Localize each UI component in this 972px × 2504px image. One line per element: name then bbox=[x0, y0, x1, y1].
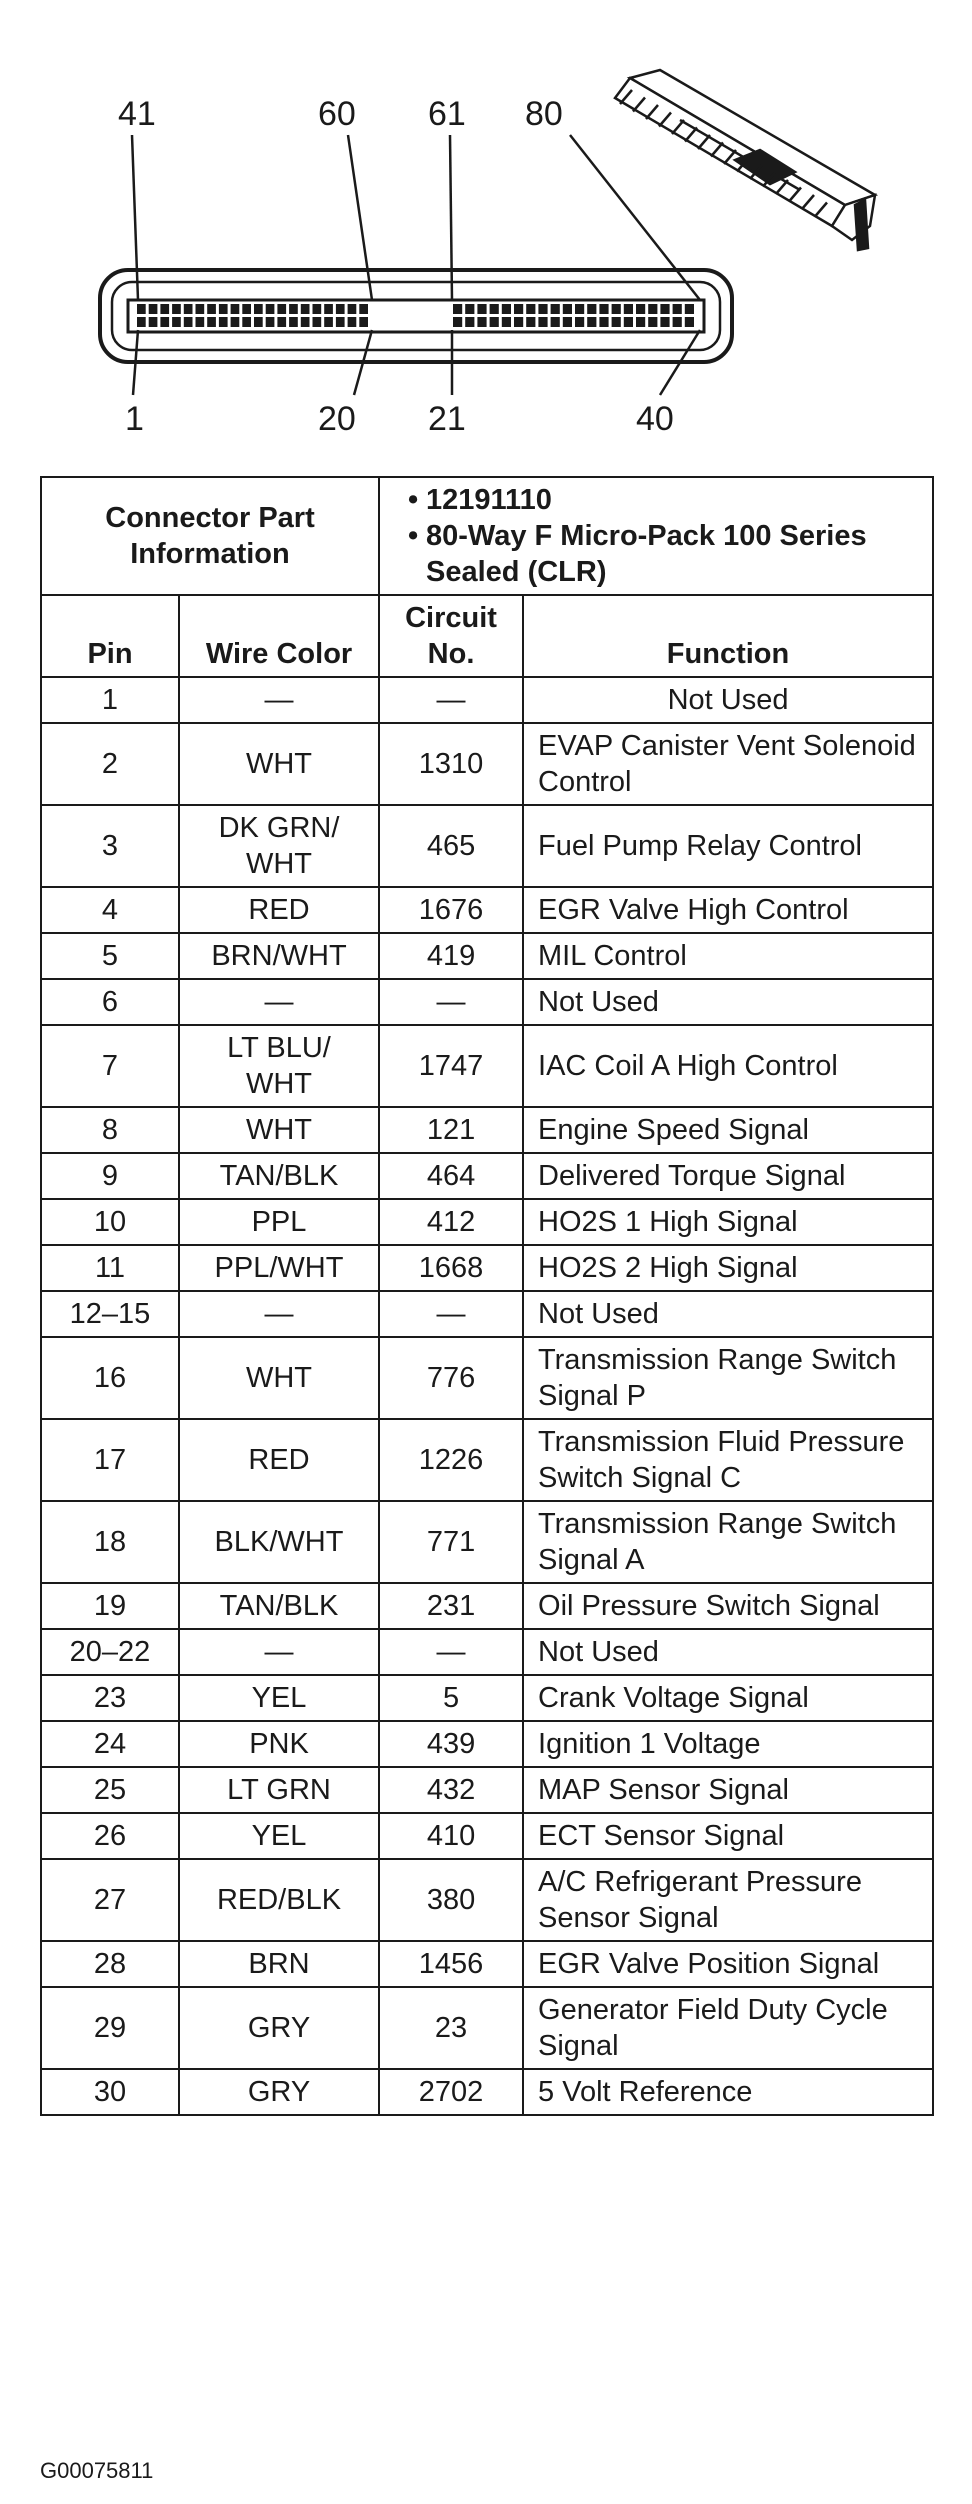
pin-label-60: 60 bbox=[318, 95, 356, 133]
pin-cell: 16 bbox=[41, 1337, 179, 1419]
pin-cell: 4 bbox=[41, 887, 179, 933]
wire-color-cell: DK GRN/ WHT bbox=[179, 805, 379, 887]
table-row bbox=[41, 1813, 933, 1859]
wire-color-cell: RED bbox=[179, 1419, 379, 1501]
function-cell: Not Used bbox=[523, 979, 933, 1025]
function-cell: Not Used bbox=[523, 1629, 933, 1675]
function-cell: HO2S 1 High Signal bbox=[523, 1199, 933, 1245]
circuit-no-cell: 1668 bbox=[379, 1245, 523, 1291]
wire-color-cell: PNK bbox=[179, 1721, 379, 1767]
circuit-no-cell: — bbox=[379, 1629, 523, 1675]
wire-color-column-header: Wire Color bbox=[179, 595, 379, 677]
pin-cell: 25 bbox=[41, 1767, 179, 1813]
table-row bbox=[41, 1199, 933, 1245]
function-cell: Delivered Torque Signal bbox=[523, 1153, 933, 1199]
table-row bbox=[41, 805, 933, 887]
table-row bbox=[41, 1987, 933, 2069]
circuit-no-cell: 410 bbox=[379, 1813, 523, 1859]
circuit-no-cell: 2702 bbox=[379, 2069, 523, 2115]
circuit-no-cell: 412 bbox=[379, 1199, 523, 1245]
pin-cell: 28 bbox=[41, 1941, 179, 1987]
table-row bbox=[41, 1291, 933, 1337]
wire-color-cell: — bbox=[179, 1629, 379, 1675]
table-row bbox=[41, 1025, 933, 1107]
wire-color-cell: LT GRN bbox=[179, 1767, 379, 1813]
pin-cell: 1 bbox=[41, 677, 179, 723]
pin-cell: 20–22 bbox=[41, 1629, 179, 1675]
function-cell: IAC Coil A High Control bbox=[523, 1025, 933, 1107]
function-cell: EGR Valve Position Signal bbox=[523, 1941, 933, 1987]
circuit-no-cell: 1676 bbox=[379, 887, 523, 933]
table-row bbox=[41, 1767, 933, 1813]
function-cell: Transmission Fluid Pressure Switch Signal C bbox=[523, 1419, 933, 1501]
circuit-no-cell: 231 bbox=[379, 1583, 523, 1629]
wire-color-cell: TAN/BLK bbox=[179, 1153, 379, 1199]
table-row bbox=[41, 1629, 933, 1675]
table-row bbox=[41, 1245, 933, 1291]
wire-color-cell: LT BLU/ WHT bbox=[179, 1025, 379, 1107]
circuit-no-cell: 439 bbox=[379, 1721, 523, 1767]
connector-part-info bbox=[379, 477, 933, 595]
pin-cell: 3 bbox=[41, 805, 179, 887]
function-cell: Ignition 1 Voltage bbox=[523, 1721, 933, 1767]
function-column-header: Function bbox=[523, 595, 933, 677]
connector-part-info-label: Connector Part Information bbox=[41, 477, 379, 595]
function-cell: Generator Field Duty Cycle Signal bbox=[523, 1987, 933, 2069]
table-row bbox=[41, 1501, 933, 1583]
wire-color-cell: PPL bbox=[179, 1199, 379, 1245]
circuit-no-cell: 121 bbox=[379, 1107, 523, 1153]
function-cell: Transmission Range Switch Signal P bbox=[523, 1337, 933, 1419]
circuit-no-cell: 771 bbox=[379, 1501, 523, 1583]
pin-cell: 27 bbox=[41, 1859, 179, 1941]
table-row bbox=[41, 1859, 933, 1941]
wire-color-cell: TAN/BLK bbox=[179, 1583, 379, 1629]
circuit-no-cell: — bbox=[379, 677, 523, 723]
pin-cell: 8 bbox=[41, 1107, 179, 1153]
table-row bbox=[41, 1107, 933, 1153]
pin-cell: 6 bbox=[41, 979, 179, 1025]
table-row bbox=[41, 677, 933, 723]
connector-diagram bbox=[0, 0, 972, 450]
wire-color-cell: — bbox=[179, 1291, 379, 1337]
table-row bbox=[41, 1941, 933, 1987]
connector-3d-sketch bbox=[615, 70, 875, 250]
circuit-no-cell: 432 bbox=[379, 1767, 523, 1813]
pin-cell: 29 bbox=[41, 1987, 179, 2069]
wire-color-cell: YEL bbox=[179, 1813, 379, 1859]
pin-cell: 10 bbox=[41, 1199, 179, 1245]
connector-info-row bbox=[41, 477, 933, 595]
connector-description: • 80-Way F Micro-Pack 100 Series Sealed (CLR) bbox=[426, 518, 918, 590]
pin-cell: 30 bbox=[41, 2069, 179, 2115]
pin-assignment-table bbox=[40, 476, 934, 2116]
function-cell: 5 Volt Reference bbox=[523, 2069, 933, 2115]
function-cell: MIL Control bbox=[523, 933, 933, 979]
circuit-no-cell: 1226 bbox=[379, 1419, 523, 1501]
table-row bbox=[41, 933, 933, 979]
pin-label-80: 80 bbox=[525, 95, 563, 133]
function-cell: MAP Sensor Signal bbox=[523, 1767, 933, 1813]
pin-cell: 26 bbox=[41, 1813, 179, 1859]
pin-cell: 11 bbox=[41, 1245, 179, 1291]
wire-color-cell: YEL bbox=[179, 1675, 379, 1721]
circuit-no-cell: 419 bbox=[379, 933, 523, 979]
function-cell: ECT Sensor Signal bbox=[523, 1813, 933, 1859]
wire-color-cell: BRN/WHT bbox=[179, 933, 379, 979]
pin-label-41: 41 bbox=[118, 95, 156, 133]
column-header-row bbox=[41, 595, 933, 677]
wire-color-cell: GRY bbox=[179, 2069, 379, 2115]
pin-label-40: 40 bbox=[636, 400, 674, 438]
wire-color-cell: BRN bbox=[179, 1941, 379, 1987]
table-row bbox=[41, 1337, 933, 1419]
wire-color-cell: — bbox=[179, 677, 379, 723]
function-cell: A/C Refrigerant Pressure Sensor Signal bbox=[523, 1859, 933, 1941]
pin-cell: 19 bbox=[41, 1583, 179, 1629]
circuit-no-cell: 1456 bbox=[379, 1941, 523, 1987]
wire-color-cell: WHT bbox=[179, 1107, 379, 1153]
figure-id: G00075811 bbox=[40, 2458, 154, 2483]
wire-color-cell: RED bbox=[179, 887, 379, 933]
pin-cell: 2 bbox=[41, 723, 179, 805]
table-row bbox=[41, 1419, 933, 1501]
wire-color-cell: PPL/WHT bbox=[179, 1245, 379, 1291]
pin-cell: 24 bbox=[41, 1721, 179, 1767]
circuit-no-cell: 776 bbox=[379, 1337, 523, 1419]
table-row bbox=[41, 887, 933, 933]
connector-body bbox=[100, 270, 732, 362]
pin-cell: 17 bbox=[41, 1419, 179, 1501]
pin-cell: 9 bbox=[41, 1153, 179, 1199]
table-row bbox=[41, 1153, 933, 1199]
circuit-no-cell: 23 bbox=[379, 1987, 523, 2069]
pin-label-20: 20 bbox=[318, 400, 356, 438]
pin-cell: 7 bbox=[41, 1025, 179, 1107]
pin-cell: 18 bbox=[41, 1501, 179, 1583]
part-number: • 12191110 bbox=[426, 482, 918, 518]
function-cell: EVAP Canister Vent Solenoid Control bbox=[523, 723, 933, 805]
pin-column-header: Pin bbox=[41, 595, 179, 677]
wire-color-cell: RED/BLK bbox=[179, 1859, 379, 1941]
circuit-no-cell: 5 bbox=[379, 1675, 523, 1721]
circuit-no-cell: — bbox=[379, 1291, 523, 1337]
table-row bbox=[41, 1675, 933, 1721]
wire-color-cell: WHT bbox=[179, 1337, 379, 1419]
leader-lines bbox=[132, 135, 700, 395]
table-row bbox=[41, 979, 933, 1025]
circuit-no-cell: 465 bbox=[379, 805, 523, 887]
circuit-no-cell: 1310 bbox=[379, 723, 523, 805]
function-cell: Crank Voltage Signal bbox=[523, 1675, 933, 1721]
pin-cell: 12–15 bbox=[41, 1291, 179, 1337]
pin-label-21: 21 bbox=[428, 400, 466, 438]
connector-pins bbox=[137, 304, 694, 327]
pin-cell: 5 bbox=[41, 933, 179, 979]
pin-label-1: 1 bbox=[125, 400, 144, 438]
function-cell: Engine Speed Signal bbox=[523, 1107, 933, 1153]
wire-color-cell: WHT bbox=[179, 723, 379, 805]
wire-color-cell: BLK/WHT bbox=[179, 1501, 379, 1583]
circuit-no-cell: 380 bbox=[379, 1859, 523, 1941]
pin-label-61: 61 bbox=[428, 95, 466, 133]
table-row bbox=[41, 723, 933, 805]
pin-cell: 23 bbox=[41, 1675, 179, 1721]
function-cell: Fuel Pump Relay Control bbox=[523, 805, 933, 887]
circuit-no-cell: 1747 bbox=[379, 1025, 523, 1107]
function-cell: Oil Pressure Switch Signal bbox=[523, 1583, 933, 1629]
function-cell: Not Used bbox=[523, 1291, 933, 1337]
table-row bbox=[41, 1721, 933, 1767]
circuit-no-cell: — bbox=[379, 979, 523, 1025]
table-row bbox=[41, 1583, 933, 1629]
wire-color-cell: — bbox=[179, 979, 379, 1025]
circuit-no-column-header: Circuit No. bbox=[379, 595, 523, 677]
function-cell: EGR Valve High Control bbox=[523, 887, 933, 933]
function-cell: Not Used bbox=[523, 677, 933, 723]
wire-color-cell: GRY bbox=[179, 1987, 379, 2069]
function-cell: HO2S 2 High Signal bbox=[523, 1245, 933, 1291]
function-cell: Transmission Range Switch Signal A bbox=[523, 1501, 933, 1583]
circuit-no-cell: 464 bbox=[379, 1153, 523, 1199]
table-row bbox=[41, 2069, 933, 2115]
